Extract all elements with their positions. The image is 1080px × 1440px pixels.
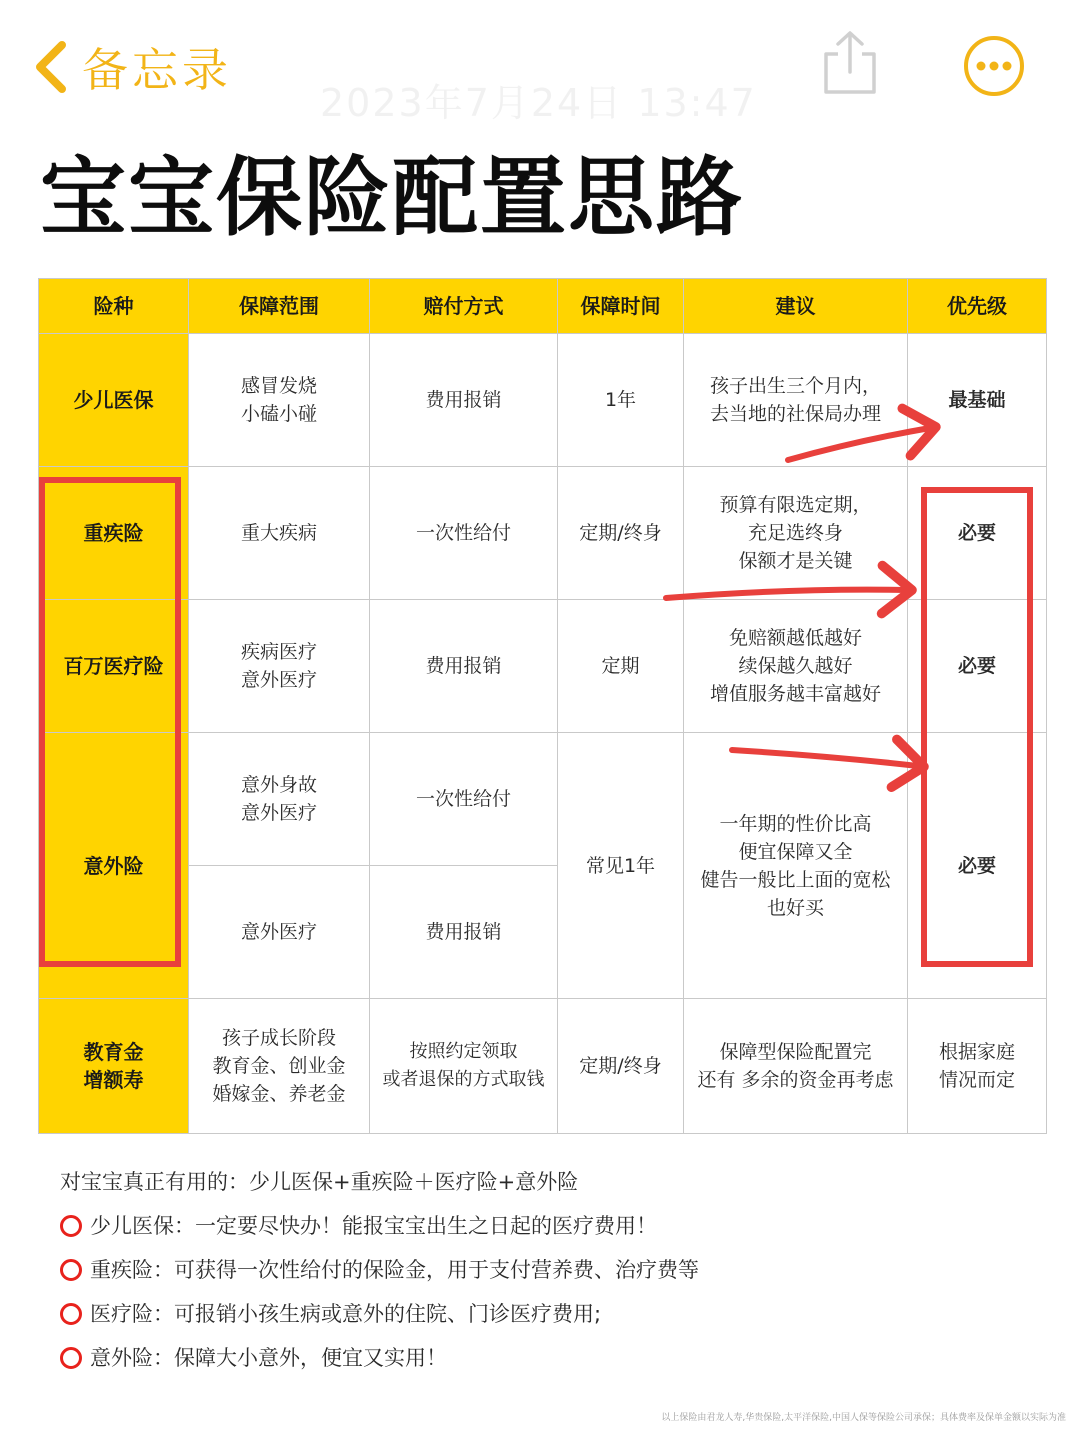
list-item <box>60 1204 1020 1248</box>
payout-cell: 一次性给付 <box>370 733 558 866</box>
advice-cell: 一年期的性价比高 便宜保障又全 健告一般比上面的宽松 也好买 <box>684 733 908 999</box>
red-circle-icon <box>60 1215 82 1237</box>
header-type: 险种 <box>39 279 189 334</box>
table-row <box>39 733 1047 866</box>
header-period: 保障时间 <box>558 279 684 334</box>
table-row <box>39 467 1047 600</box>
period-cell: 定期/终身 <box>558 999 684 1134</box>
top-bar <box>0 0 1080 130</box>
red-circle-icon <box>60 1347 82 1369</box>
period-cell: 常见1年 <box>558 733 684 999</box>
priority-cell: 最基础 <box>908 334 1047 467</box>
payout-cell: 费用报销 <box>370 866 558 999</box>
back-button[interactable] <box>28 34 232 100</box>
insurance-type: 教育金 增额寿 <box>39 999 189 1134</box>
coverage-cell: 感冒发烧 小磕小碰 <box>189 334 370 467</box>
payout-cell: 费用报销 <box>370 600 558 733</box>
header-coverage: 保障范围 <box>189 279 370 334</box>
red-circle-icon <box>60 1303 82 1325</box>
note-timestamp: 2023年7月24日 13:47 <box>320 81 757 125</box>
header-priority: 优先级 <box>908 279 1047 334</box>
note-text: 医疗险：可报销小孩生病或意外的住院、门诊医疗费用; <box>90 1302 602 1326</box>
note-text: 少儿医保：一定要尽快办！能报宝宝出生之日起的医疗费用！ <box>90 1214 657 1238</box>
insurance-table <box>38 278 1047 1134</box>
page-title: 宝宝保险配置思路 <box>40 148 744 248</box>
list-item <box>60 1248 1020 1292</box>
table-header-row <box>39 279 1047 334</box>
period-cell: 1年 <box>558 334 684 467</box>
coverage-cell: 孩子成长阶段 教育金、创业金 婚嫁金、养老金 <box>189 999 370 1134</box>
period-cell: 定期 <box>558 600 684 733</box>
more-icon[interactable] <box>962 34 1026 98</box>
insurance-type: 百万医疗险 <box>39 600 189 733</box>
header-advice: 建议 <box>684 279 908 334</box>
priority-cell: 必要 <box>908 467 1047 600</box>
insurance-type: 重疾险 <box>39 467 189 600</box>
table-row <box>39 600 1047 733</box>
insurance-type: 意外险 <box>39 733 189 999</box>
payout-cell: 一次性给付 <box>370 467 558 600</box>
advice-cell: 保障型保险配置完 还有 多余的资金再考虑 <box>684 999 908 1134</box>
advice-cell: 预算有限选定期， 充足选终身 保额才是关键 <box>684 467 908 600</box>
payout-cell: 按照约定领取 或者退保的方式取钱 <box>370 999 558 1134</box>
priority-cell: 根据家庭 情况而定 <box>908 999 1047 1134</box>
advice-cell: 免赔额越低越好 续保越久越好 增值服务越丰富越好 <box>684 600 908 733</box>
list-item <box>60 1292 1020 1336</box>
header-payout: 赔付方式 <box>370 279 558 334</box>
coverage-cell: 意外身故 意外医疗 <box>189 733 370 866</box>
share-icon[interactable] <box>818 28 882 98</box>
table-row <box>39 334 1047 467</box>
coverage-cell: 重大疾病 <box>189 467 370 600</box>
note-text: 重疾险：可获得一次性给付的保险金，用于支付营养费、治疗费等 <box>90 1258 699 1282</box>
disclaimer-text: 以上保险由君龙人寿,华贵保险,太平洋保险,中国人保等保险公司承保；具体费率及保单金额以实际为准 <box>661 1413 1066 1423</box>
list-item <box>60 1336 1020 1380</box>
notes-intro: 对宝宝真正有用的：少儿医保+重疾险＋医疗险+意外险 <box>60 1170 579 1194</box>
period-cell: 定期/终身 <box>558 467 684 600</box>
back-label: 备忘录 <box>82 43 232 97</box>
coverage-cell: 意外医疗 <box>189 866 370 999</box>
note-text: 意外险：保障大小意外，便宜又实用！ <box>90 1346 447 1370</box>
table-row <box>39 999 1047 1134</box>
priority-cell: 必要 <box>908 733 1047 999</box>
coverage-cell: 疾病医疗 意外医疗 <box>189 600 370 733</box>
insurance-type: 少儿医保 <box>39 334 189 467</box>
chevron-left-icon <box>28 37 72 97</box>
notes-section <box>60 1160 1020 1380</box>
payout-cell: 费用报销 <box>370 334 558 467</box>
priority-cell: 必要 <box>908 600 1047 733</box>
advice-cell: 孩子出生三个月内， 去当地的社保局办理 <box>684 334 908 467</box>
red-circle-icon <box>60 1259 82 1281</box>
